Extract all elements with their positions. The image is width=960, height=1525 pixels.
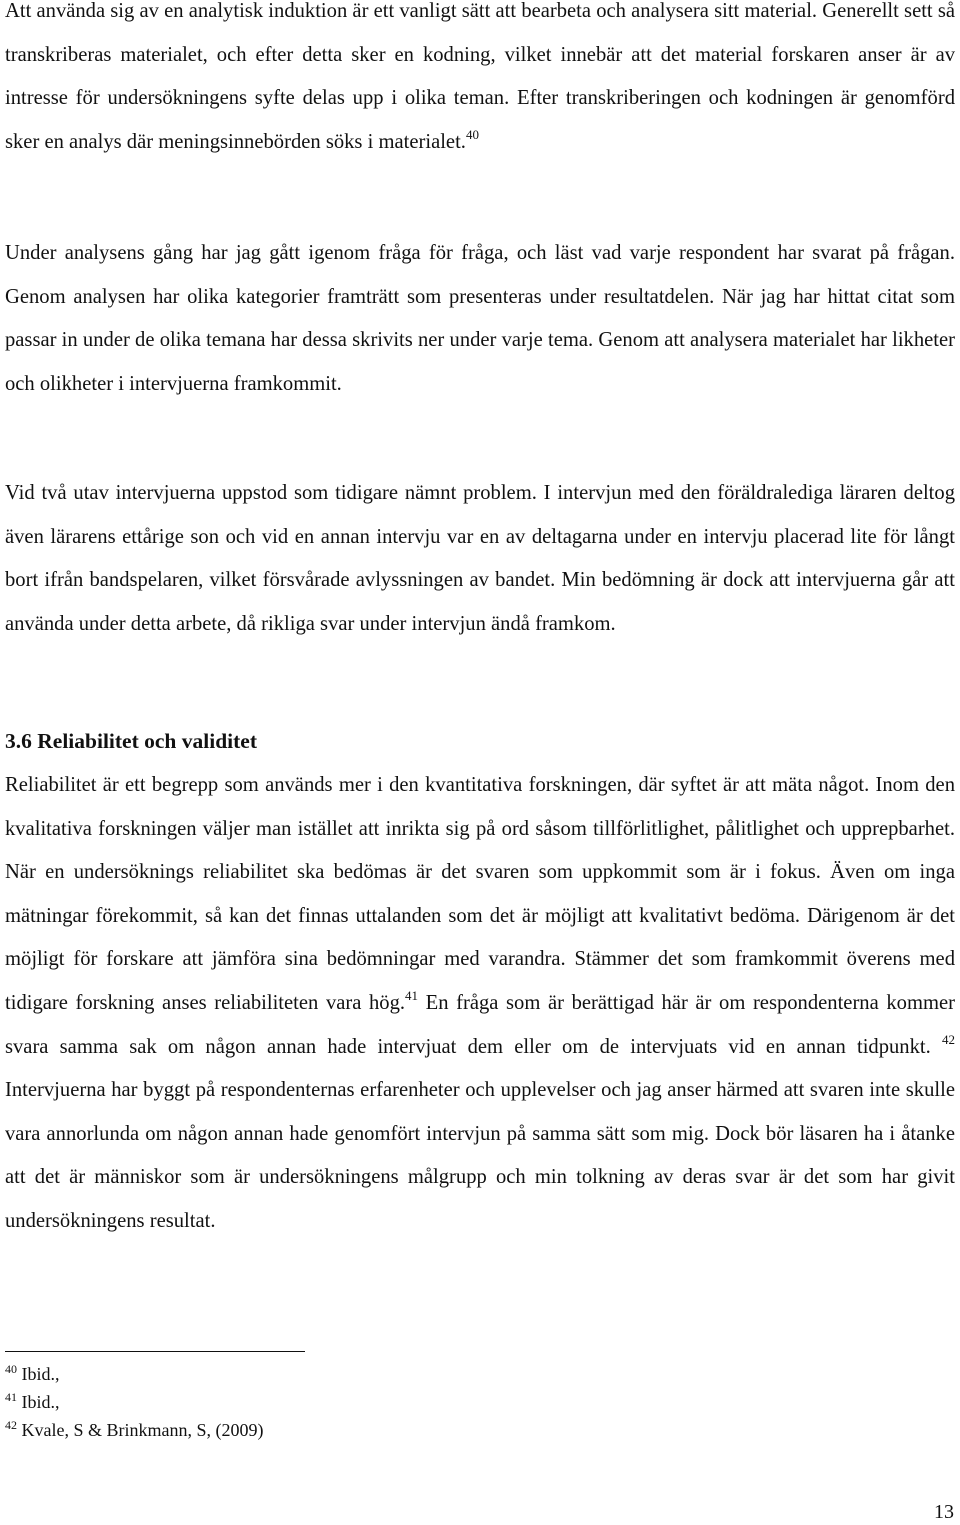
paragraph-text: Intervjuerna har byggt på respondenternas erfarenheter och upplevelser och jag anser härmed att svaren inte skulle vara annorlunda om någon annan hade genomfört intervjun på samma sätt som mig. Dock bör läsaren ha i åtanke att det är människor som är undersökningens målgrupp och min tolkning av deras svar är det som har givit undersökningens resultat. [5, 1079, 955, 1232]
paragraph-text: En fråga som är berättigad här är om respondenterna kommer svara samma sak om någon annan hade intervjuat dem eller om de intervjuats vid en annan tidpunkt. [5, 991, 955, 1058]
footnote [5, 1416, 263, 1444]
footnotes [5, 1360, 263, 1444]
paragraph-reliability [5, 764, 955, 1244]
footnote-text: Ibid., [21, 1392, 60, 1412]
section-heading: 3.6 Reliabilitet och validitet [5, 729, 257, 753]
paragraph-analysis-process [5, 232, 955, 406]
footnote [5, 1388, 263, 1416]
footnote-reference: 40 [465, 126, 479, 142]
paragraph-text: Under analysens gång har jag gått igenom fråga för fråga, och läst vad varje respondent har svarat på frågan. Genom analysen har olika kategorier framträtt som presenteras under resultatdelen. När jag har hittat citat som passar in under de olika temana har dessa skrivits ner under varje tema. Genom att analysera materialet har likheter och olikheter i intervjuerna framkommit. [5, 242, 955, 395]
footnote-number: 41 [5, 1390, 17, 1404]
paragraph-text: Reliabilitet är ett begrepp som används mer i den kvantitativa forskningen, där syftet är att mäta något. Inom den kvalitativa forskningen väljer man istället att inrikta sig på ord såsom tillförlitlighet, pålitlighet och upprepbarhet. När en undersöknings reliabilitet ska bedömas är det svaren som uppkommit som är i fokus. Även om inga mätningar förekommit, så kan det finnas uttalanden som det är möjligt att kvalitativt bedöma. Därigenom är det möjligt för forskare att jämföra sina bedömningar med varandra. Stämmer det som framkommit överens med tidigare forskning anses reliabiliteten vara hög. [5, 774, 955, 1014]
footnote-text: Kvale, S & Brinkmann, S, (2009) [21, 1420, 264, 1440]
footnote-reference: 41 [405, 987, 419, 1003]
footnote [5, 1360, 263, 1388]
footnote-separator [5, 1351, 305, 1352]
footnote-text: Ibid., [21, 1364, 60, 1384]
footnote-number: 40 [5, 1362, 17, 1376]
paragraph-text: Vid två utav intervjuerna uppstod som tidigare nämnt problem. I intervjun med den föräldralediga läraren deltog även lärarens ettårige son och vid en annan intervju var en av deltagarna under en intervju placerad lite för långt bort ifrån bandspelaren, vilket försvårade avlyssningen av bandet. Min bedömning är dock att intervjuerna går att använda under detta arbete, då rikliga svar under intervjun ändå framkom. [5, 482, 955, 635]
paragraph-text: Att använda sig av en analytisk induktion är ett vanligt sätt att bearbeta och analysera sitt material. Generellt sett så transkriberas materialet, och efter detta sker en kodning, vilket innebär att det material forskaren anser är av intresse för undersökningens syfte delas upp i olika teman. Efter transkriberingen och kodningen är genomförd sker en analys där meningsinnebörden söks i materialet. [5, 0, 955, 153]
paragraph-interview-problems [5, 472, 955, 646]
footnote-number: 42 [5, 1418, 17, 1432]
paragraph-analytic-induction [5, 0, 955, 164]
footnote-reference: 42 [942, 1031, 955, 1047]
page-number: 13 [934, 1501, 954, 1523]
